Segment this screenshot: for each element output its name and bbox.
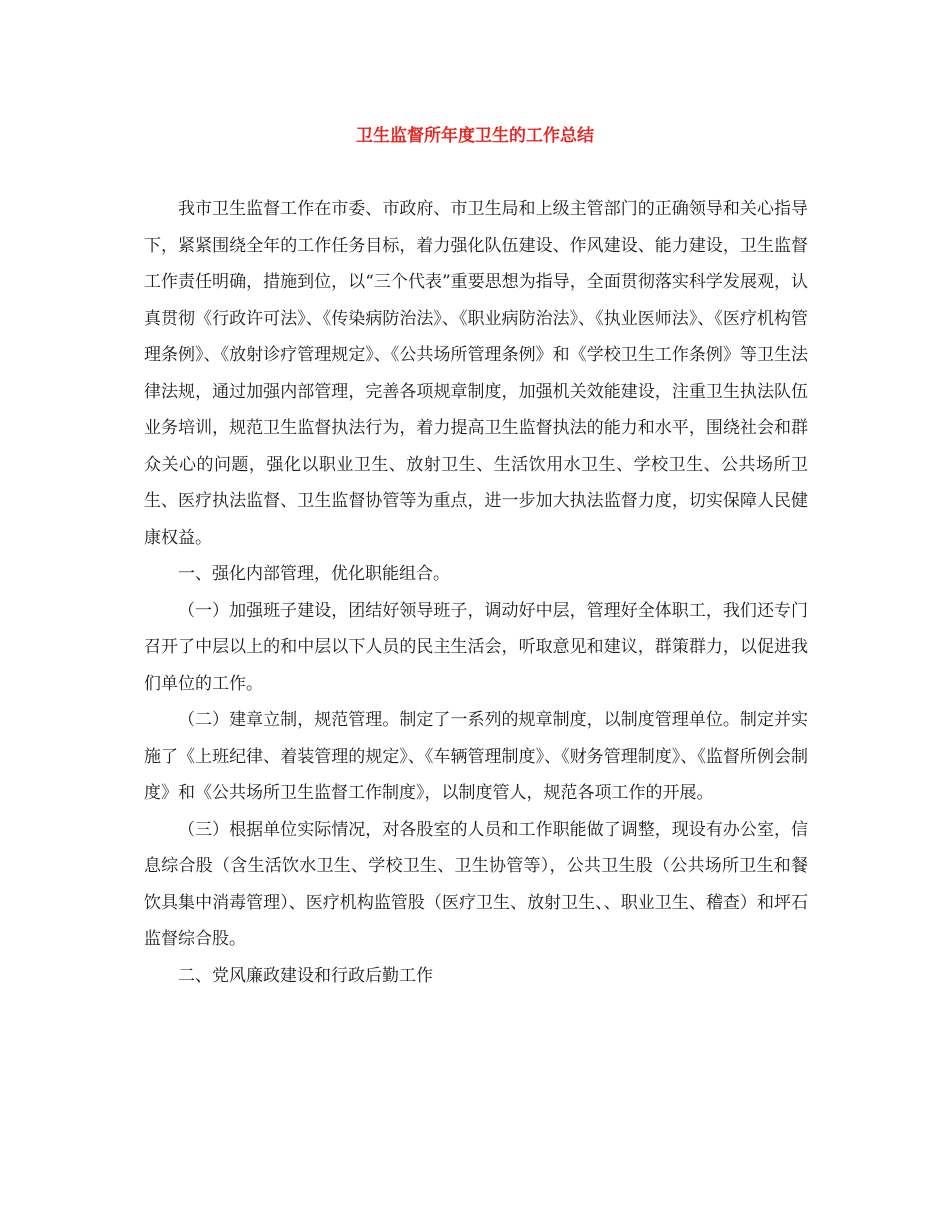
paragraph-intro: 我市卫生监督工作在市委、市政府、市卫生局和上级主管部门的正确领导和关心指导下，紧紧围绕全年的工作任务目标，着力强化队伍建设、作风建设、能力建设，卫生监督工作责任明确，措施到位，以“三个代表”重要思想为指导，全面贯彻落实科学发展观，认真贯彻《行政许可法》、《传染病防治法》、《职业病防治法》、《执业医师法》、《医疗机构管理条例》、《放射诊疗管理规定》、《公共场所管理条例》和《学校卫生工作条例》等卫生法律法规，通过加强内部管理，完善各项规章制度，加强机关效能建设，注重卫生执法队伍业务培训，规范卫生监督执法行为，着力提高卫生监督执法的能力和水平，围绕社会和群众关心的问题，强化以职业卫生、放射卫生、生活饮用水卫生、学校卫生、公共场所卫生、医疗执法监督、卫生监督协管等为重点，进一步加大执法监督力度，切实保障人民健康权益。 (144, 199, 808, 548)
heading-section-2: 二、党风廉政建设和行政后勤工作 (178, 965, 433, 986)
paragraph-item-1: （一）加强班子建设，团结好领导班子，调动好中层，管理好全体职工，我们还专门召开了中层以上的和中层以下人员的民主生活会，听取意见和建议，群策群力，以促进我们单位的工作。 (144, 600, 808, 694)
heading-section-1: 一、强化内部管理，优化职能组合。 (178, 564, 450, 584)
document-body (144, 191, 808, 994)
document-title: 卫生监督所年度卫生的工作总结 (356, 126, 594, 146)
paragraph-item-3: （三）根据单位实际情况，对各股室的人员和工作职能做了调整，现设有办公室，信息综合股（含生活饮水卫生、学校卫生、卫生协管等），公共卫生股（公共场所卫生和餐饮具集中消毒管理）、医疗机构监管股（医疗卫生、放射卫生、、职业卫生、稽查）和坪石监督综合股。 (144, 819, 808, 949)
paragraph-item-2: （二）建章立制，规范管理。制定了一系列的规章制度，以制度管理单位。制定并实施了《上班纪律、着装管理的规定》、《车辆管理制度》、《财务管理制度》、《监督所例会制度》和《公共场所卫生监督工作制度》，以制度管人，规范各项工作的开展。 (144, 710, 808, 803)
